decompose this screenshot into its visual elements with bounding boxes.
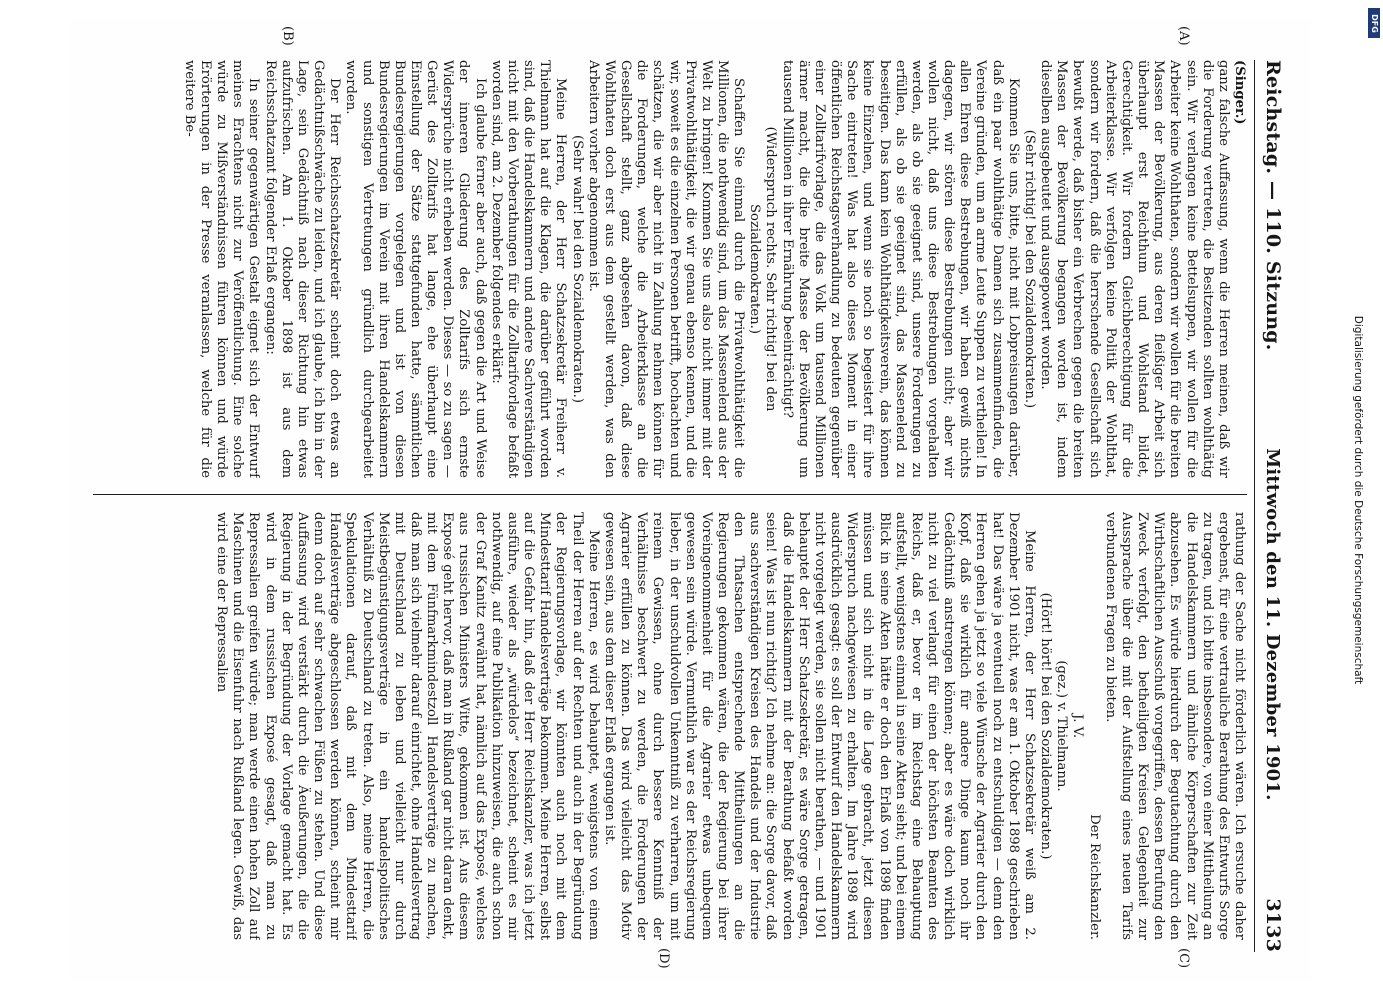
interjection: (Widerspruch rechts. Sehr richtig! bei den Sozialdemokraten.)	[747, 126, 779, 412]
page-header	[1254, 60, 1291, 952]
paragraph: Meine Herren, der Herr Schatzsekretär weiß am 2. Dezember 1901 nicht, was er am 1. Oktober 1898 geschrieben hat! Das wäre ja eventuell noch zu entschuldigen — denn den Herren gehen ja jetzt so viele Wünsche der Agrarier durch den Kopf, daß sie wirklich für andere Dinge kaum noch ihr Gedächtniß anstrengen können; aber es wäre doch wirklich nicht zu viel verlangt für einen der höchsten Beamten des Reichs, daß er, bevor er im Reichstag eine Behauptung aufstellt, wenigstens einmal in seine Akten sieht; und bei einem Blick in seine Akten hätte er doch den Erlaß von 1898 finden müssen und sich nicht in die Lage gebracht, jetzt diesen Widerspruch nachgewiesen zu erhalten. Im Jahre 1898 wird ausdrücklich gesagt: es soll der Entwurf den Handelskammern nicht vorgelegt werden, sie sollen nicht berathen, — und 1901 behauptet der Herr Schatzsekretär, es wäre Sorge getragen, daß die Handelskammern mit der Berathung befaßt worden seien! Was ist nun richtig? Ich nehme an: die Sorge davor, daß aus sachverständigen Kreisen des Handels und der Industrie den Thatsachen entsprechende Mittheilungen an die Regierungen gekommen wären, die der Regierung bei ihrer Voreingenommenheit für die Agrarier etwas unbequem gewesen sein würde. Vermuthlich war es der Reichsregierung lieber, in der unschuldvollen Unkenntniß zu verharren, um mit reinem Gewissen, ohne durch bessere Kenntniß der Verhältnisse beschwert zu werden, die Forderungen der Agrarier erfüllen zu können. Das wird vielleicht das Motiv gewesen sein, aus dem dieser Erlaß ergangen ist.	[601, 512, 1037, 940]
paragraph: Der Herr Reichsschatzsekretär scheint doch etwas an Gedächtnißschwäche zu leiden, und ich glaube, ich bin in der Lage, sein Gedächtniß nach dieser Richtung hin etwas aufzufrischen. Am 1. Oktober 1898 ist aus dem Reichsschatzamt folgender Erlaß ergangen:	[262, 60, 343, 478]
digitization-credit: Digitalisierung gefördert durch die Deutsche Forschungsgemeinschaft	[1352, 315, 1364, 685]
left-column	[93, 60, 1247, 478]
column-divider	[93, 494, 1247, 495]
interjection: (Sehr richtig! bei den Sozialdemokraten.)	[1021, 129, 1037, 409]
paragraph: Meine Herren, der Herr Schatzsekretär Freiherr v. Thielmann hat auf die Klagen, die darüber geführt worden sind, daß die Handelskammern und andere Sachverständigen nicht mit den Vorberathungen für die Zolltarifvorlage befaßt worden sind, am 2. Dezember folgendes erklärt:	[488, 60, 569, 478]
paragraph: ganz falsche Auffassung, wenn die Herren meinen, daß wir die Forderung vertreten, die Besitzenden sollten wohlthätig sein. Wir verlangen keine Bettelsuppen, wir wollen für die Arbeiter keine Wohlthaten, sondern wir wollen für die breiten Massen der Bevölkerung, aus deren fleißiger Arbeit sich überhaupt erst Reichthum und Wohlstand bildet, Gerechtigkeit. Wir fordern Gleichberechtigung für die Arbeiterklasse. Wir verfolgen keine Politik der Wohlthat, sondern wir fordern, daß die herrschende Gesellschaft sich bewußt werde, daß bisher ein Verbrechen gegen die breiten Massen der Bevölkerung begangen worden ist, indem dieselben ausgebeutet und ausgepowert worden.	[1038, 60, 1231, 478]
signature-line: J. V.	[1070, 713, 1086, 739]
paragraph: Schaffen Sie einmal durch die Privatwohlthätigkeit die Millionen, die nothwendig sind, um das Massenelend aus der Welt zu bringen! Kommen Sie uns also nicht immer mit der Privatwohlthätigkeit, die wir genau ebenso kennen, und die wir, soweit es die einzelnen Personen betrifft, hochachten und schätzen, die wir aber nicht in Zahlung nehmen können für die Forderungen, welche die Arbeiterklasse an die Gesellschaft stellt, ganz abgesehen davon, daß diese Wohlthaten doch erst aus dem gestellt werden, was den Arbeitern vorher abgenommen ist.	[585, 60, 747, 478]
paragraph: Kommen Sie uns, bitte, nicht mit Lobpreisungen darüber, daß ein paar wohlthätige Damen sich zusammenfinden, die Vereine gründen, um an arme Leute Suppen zu vertheilen! In allen Ehren diese Bestrebungen, wir haben gewiß nichts dagegen, wir stören diese Bestrebungen nicht; aber wir wollen nicht, daß uns diese Bestrebungen vorgehalten werden, als ob sie geeignet sind, unsere Forderungen zu erfüllen, als ob sie geeignet sind, das Massenelend zu beseitigen. Das kann kein Wohlthätigkeitsverein, das können keine Einzelnen, und wenn sie noch so begeistert für ihre Sache eintreten! Was hat also dieses Moment in einer öffentlichen Reichstagsverhandlung zu bedeuten gegenüber einer Zolltarifvorlage, die das Volk um tausend Millionen ärmer macht, die die breite Masse der Bevölkerung um tausend Millionen in ihrer Ernährung beeinträchtigt?	[779, 60, 1021, 478]
margin-marker-b: (B)	[280, 26, 295, 46]
quotation: In seiner gegenwärtigen Gestalt eignet sich der Entwurf meines Erachtens nicht zur Veröffentlichung. Eine solche würde zu Mißverständnissen führen können und würde Erörterungen in der Presse veranlassen, welche für die weitere Be-	[181, 60, 262, 478]
margin-marker-a: (A)	[1176, 26, 1191, 46]
dfg-logo	[1368, 8, 1380, 38]
signature-line: Der Reichskanzler.	[1086, 814, 1102, 940]
page-number: 3133	[1262, 898, 1284, 952]
right-column	[93, 512, 1247, 940]
header-date: Mittwoch den 11. Dezember 1901.	[1262, 448, 1284, 801]
signature-line: (gez.) v. Thielmann.	[1054, 660, 1070, 792]
interjection: (Sehr wahr! bei den Sozialdemokraten.)	[569, 135, 585, 403]
speaker-name: (Singer.)	[1232, 60, 1247, 125]
margin-marker-c: (C)	[1176, 948, 1191, 969]
quotation: Ich glaube ferner aber auch, daß gegen die Art und Weise der inneren Gliederung des Zolltarifs sich ernste Widersprüche nicht erheben werden. Dieses — so zu sagen — Gerüst des Zolltarifs hat lange, ehe überhaupt eine Einstellung der Sätze stattgefunden hatte, sämmtlichen Bundesregierungen vorgelegen und ist von diesen Bundesregierungen im Verein mit ihren Handelskammern und sonstigen Vertretungen gründlich durchgearbeitet worden.	[343, 60, 488, 478]
dfg-logo-text: DFG	[1369, 13, 1379, 33]
newspaper-page	[71, 20, 1311, 980]
paragraph: Meine Herren, es wird behauptet, wenigstens von einem Theil der Herren auf der Rechten und auch in der Begründung der Regierungsvorlage, wir könnten auch noch mit dem Mindesttarif Handelsverträge bekommen. Meine Herren, selbst auf die Gefahr hin, daß der Herr Reichskanzler, was ich jetzt ausführe, wieder als „würdelos“ bezeichnet, scheint es mir nothwendig, auf eine Publikation hinzuweisen, die auch schon der Graf Kanitz erwähnt hat, nämlich auf das Exposé, welches aus russischen Ministers Witte, gekommen ist. Aus diesem Exposé geht hervor, daß man in Rußland gar nicht daran denkt, mit dem Fünfmarkmindestzoll Handelsverträge zu machen, daß man sich vielmehr darauf einrichtet, ohne Handelsvertrag mit Deutschland zu leben und vielleicht nur durch Meistbegünstigungsverträge in ein handelspolitisches Verhältniß zu Deutschland zu treten. Also, meine Herren, die Spekulationen darauf, daß mit dem Mindesttarif Handelsverträge abgeschlossen werden können, scheint mir denn doch auf sehr schwachen Füßen zu stehen. Und diese Auffassung wird verstärkt durch die Äeußerungen, die die Regierung in der Begründung der Vorlage gemacht hat. Es wird in dem russischen Exposé gesagt, daß man zu Repressalien greifen würde; man werde einen hohen Zoll auf Maschinen und die Eisenfuhr nach Rußland legen. Gewiß, das wird eine der Repressalien	[214, 512, 601, 940]
margin-marker-d: (D)	[656, 948, 671, 969]
interjection: (Hört! hört! bei den Sozialdemokraten.)	[1038, 592, 1054, 860]
quotation: rathung der Sache nicht förderlich wären. Ich ersuche daher ergebenst, für eine vertrauliche Berathung des Entwurfs Sorge zu tragen, und ich bitte insbesondere, von einer Mittheilung an die Handelskammern und ähnliche Körperschaften zur Zeit abzusehen. Es würde hierdurch der Begutachtung durch den Wirthschaftlichen Ausschuß vorgegriffen, dessen Berufung den Zweck verfolgt, den betheiligten Kreisen Gelegenheit zur Aussprache über die mit der Aufstellung eines neuen Tarifs verbundenen Fragen zu bieten.	[1102, 512, 1247, 940]
header-left: Reichstag. — 110. Sitzung.	[1262, 60, 1284, 351]
